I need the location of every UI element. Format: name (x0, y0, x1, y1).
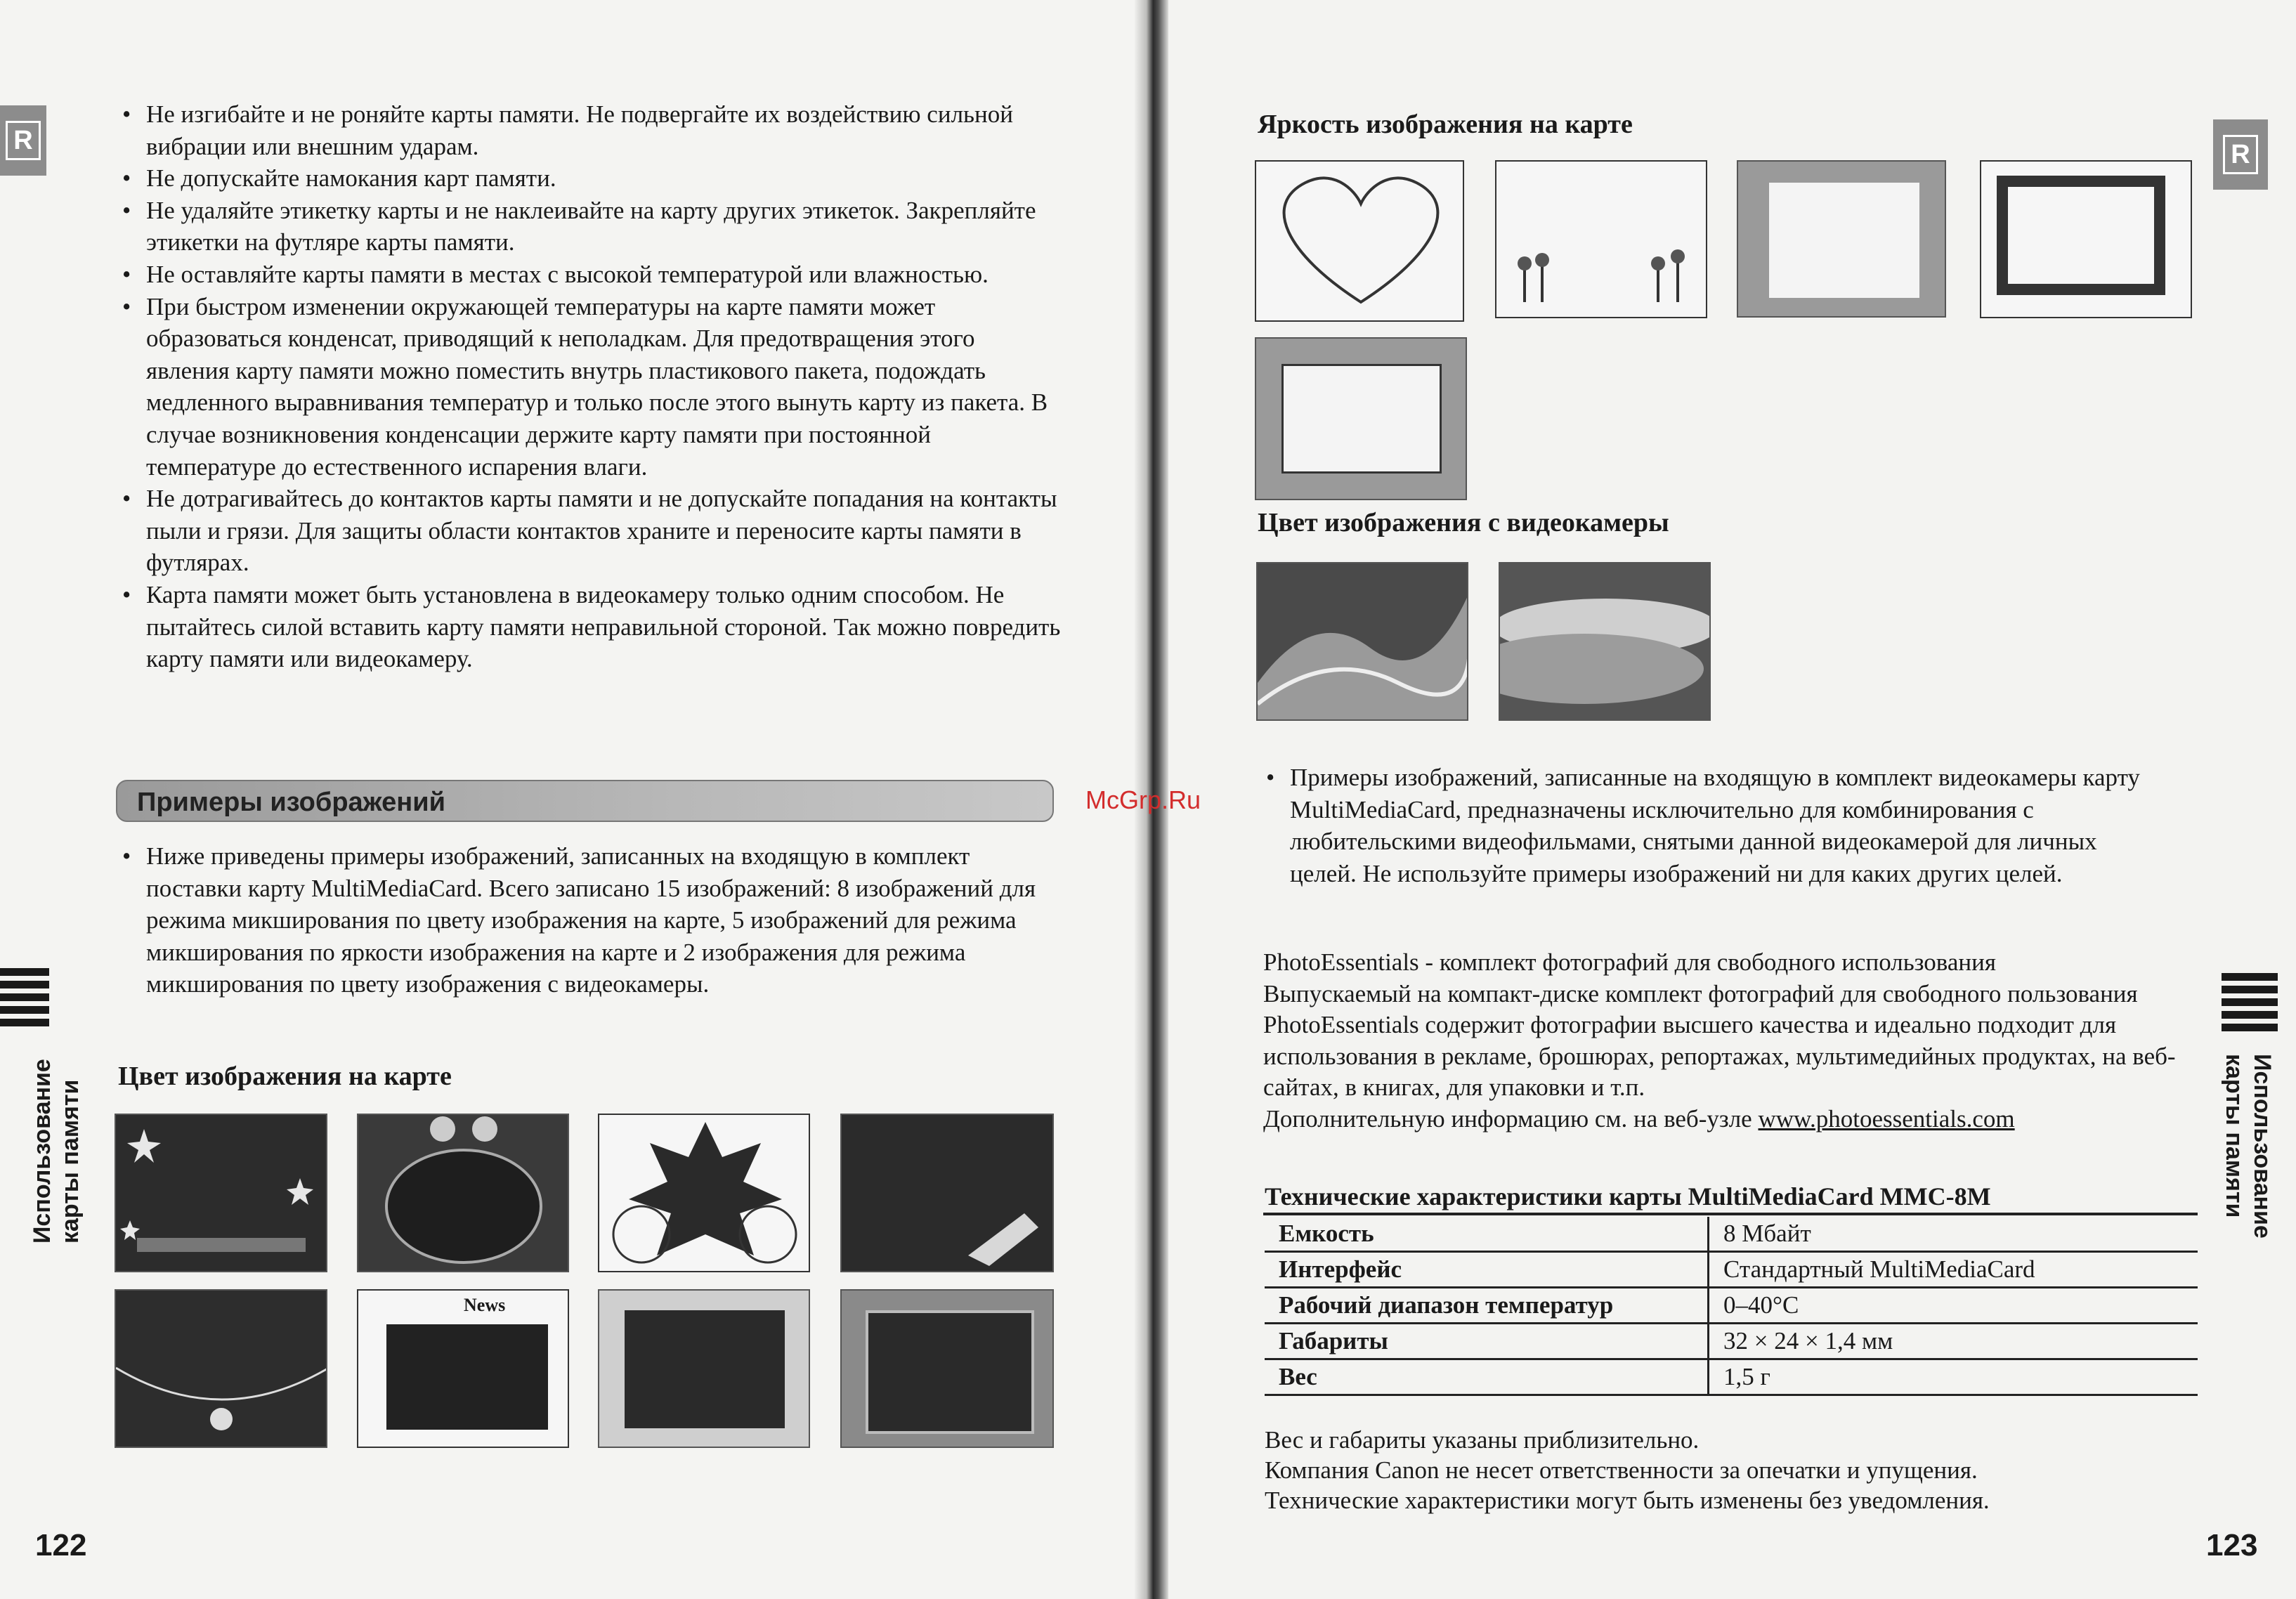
photoessentials-body: Выпускаемый на компакт-диске комплект фотографий для свободного пользования PhotoEssentials содержит фотографии высшего качества и идеально подходит для использования в рекламе, брошюрах, репортажах, мультимедийных продуктах, на веб-сайтах, в книгах, для упаковки и т.п. (1263, 979, 2176, 1101)
spec-value: 0–40°C (1709, 1288, 2198, 1324)
list-item: • Не дотрагивайтесь до контактов карты памяти и не допускайте попадания на контакты пыли и грязи. Для защиты области контактов храните и переносите карты памяти в футлярах. (121, 483, 1062, 579)
photoessentials-more (1263, 1104, 2198, 1135)
specs-top-rule (1263, 1213, 2198, 1215)
note-line: Компания Canon не несет ответственности за опечатки и упущения. (1265, 1456, 1978, 1484)
right-side-label (2220, 1054, 2276, 1239)
flowers-icon (1496, 162, 1707, 318)
side-label-line: карты памяти (57, 1079, 84, 1244)
example-image-starburst (598, 1114, 810, 1272)
news-label: News (464, 1295, 506, 1315)
frame-inner (866, 1310, 1034, 1434)
example-image-trumpet (840, 1114, 1054, 1272)
frame-inner (625, 1310, 785, 1428)
right-language-tab-letter: R (2223, 135, 2258, 174)
spec-key: Интерфейс (1265, 1252, 1709, 1288)
note-line: Вес и габариты указаны приблизительно. (1265, 1426, 1700, 1454)
list-item: • Примеры изображений, записанные на входящую в комплект видеокамеры карту MultiMediaCard, предназначены исключительно для комбинирования с любительскими видеофильмами, снятыми данной видеокамерой для личных целей. Не используйте примеры изображений ни для каких других целей. (1265, 762, 2164, 889)
heart-icon (1256, 162, 1464, 322)
note-line: Технические характеристики могут быть изменены без уведомления. (1265, 1487, 1990, 1514)
left-language-tab (0, 105, 46, 176)
brightness-image-paper (1737, 160, 1946, 318)
stars-icon (116, 1115, 327, 1272)
list-item: • При быстром изменении окружающей температуры на карте памяти может образоваться конденсат, приводящий к неполадкам. Для предотвращения этого явления карту памяти можно поместить внутрь пластикового пакета, подождать медленного выравнивания температур и только после этого вынуть карту из пакета. В случае возникновения конденсации держите карту памяти при постоянной температуре до естественного испарения влаги. (121, 291, 1062, 483)
section-header-image-examples (116, 780, 1054, 822)
side-label-line: Использование (2249, 1054, 2276, 1239)
spec-value: 1,5 г (1709, 1359, 2198, 1395)
spec-key: Вес (1265, 1359, 1709, 1395)
left-page-number: 122 (35, 1528, 87, 1562)
sports-inner (1281, 364, 1442, 474)
brightness-image-heart (1255, 160, 1464, 322)
list-item: • Не допускайте намокания карт памяти. (121, 162, 1062, 195)
brightness-heading: Яркость изображения на карте (1258, 110, 1633, 139)
right-section-marker (2222, 973, 2278, 1036)
right-bullet-list (1265, 762, 2164, 889)
brightness-image-branches (1980, 160, 2192, 318)
photoessentials-title: PhotoEssentials - комплект фотографий для свободного использования (1263, 948, 1996, 976)
left-bullet-list (121, 98, 1062, 675)
table-row (1265, 1252, 2198, 1288)
spec-value: Стандартный MultiMediaCard (1709, 1252, 2198, 1288)
section-bullet-list (121, 840, 1066, 1000)
list-item: • Карта памяти может быть установлена в видеокамеру только одним способом. Не пытайтесь силой вставить карту памяти неправильной стороной. Так можно повредить карту памяти или видеокамеру. (121, 579, 1062, 675)
right-language-tab (2213, 119, 2268, 190)
example-image-curtain (357, 1114, 569, 1272)
notes-block (1265, 1425, 2199, 1515)
example-image-frame-ornate (840, 1289, 1054, 1448)
right-page-number: 123 (2206, 1528, 2258, 1562)
curtain-icon (358, 1115, 569, 1272)
spec-key: Емкость (1265, 1217, 1709, 1252)
list-item: • Не изгибайте и не роняйте карты памяти. Не подвергайте их воздействию сильной вибрации или внешним ударам. (121, 98, 1062, 162)
example-image-frame-plain (598, 1289, 810, 1448)
brightness-image-flowers (1495, 160, 1707, 318)
spec-value: 32 × 24 × 1,4 мм (1709, 1324, 2198, 1359)
branch-frame (1997, 176, 2165, 295)
news-screen (386, 1324, 548, 1430)
example-image-necklace (115, 1289, 327, 1448)
paper-inner (1769, 183, 1919, 298)
spec-key: Габариты (1265, 1324, 1709, 1359)
table-row (1265, 1359, 2198, 1395)
table-row (1265, 1324, 2198, 1359)
necklace-icon (116, 1291, 327, 1448)
watermark: McGrp.Ru (1085, 785, 1201, 814)
spec-key: Рабочий диапазон температур (1265, 1288, 1709, 1324)
photoessentials-link[interactable]: www.photoessentials.com (1758, 1104, 2015, 1133)
clouds-icon (1500, 563, 1711, 721)
example-image-news (357, 1289, 569, 1448)
list-item: • Не оставляйте карты памяти в местах с высокой температурой или влажностью. (121, 259, 1062, 291)
camera-image-wave (1256, 562, 1468, 721)
camera-color-heading: Цвет изображения с видеокамеры (1258, 508, 1669, 537)
starburst-icon (599, 1115, 810, 1272)
section-title: Примеры изображений (137, 788, 445, 817)
camera-image-clouds (1499, 562, 1711, 721)
brightness-image-sports (1255, 337, 1467, 500)
table-row (1265, 1288, 2198, 1324)
specs-title: Технические характеристики карты MultiMediaCard MMC-8M (1265, 1182, 1991, 1210)
photoessentials-block (1263, 947, 2198, 1135)
left-side-label (28, 1059, 84, 1244)
spec-value: 8 Мбайт (1709, 1217, 2198, 1252)
left-section-marker (0, 968, 49, 1031)
photoessentials-more-text: Дополнительную информацию см. на веб-узле (1263, 1104, 1752, 1133)
left-language-tab-letter: R (6, 121, 41, 160)
card-color-heading: Цвет изображения на карте (118, 1062, 452, 1091)
trumpet-icon (842, 1115, 1054, 1272)
list-item: • Ниже приведены примеры изображений, записанных на входящую в комплект поставки карту MultiMediaCard. Всего записано 15 изображений: 8 изображений для режима микширования по цвету изображения на карте, 5 изображений для режима микширования по яркости изображения на карте и 2 изображения для режима микширования по цвету изображения с видеокамеры. (121, 840, 1066, 1000)
specs-table (1265, 1217, 2198, 1396)
wave-icon (1258, 563, 1468, 721)
table-row (1265, 1217, 2198, 1252)
example-image-stars (115, 1114, 327, 1272)
side-label-line: карты памяти (2221, 1054, 2248, 1218)
list-item: • Не удаляйте этикетку карты и не наклеивайте на карту других этикеток. Закрепляйте этикетки на футляре карты памяти. (121, 195, 1062, 259)
side-label-line: Использование (29, 1059, 56, 1244)
